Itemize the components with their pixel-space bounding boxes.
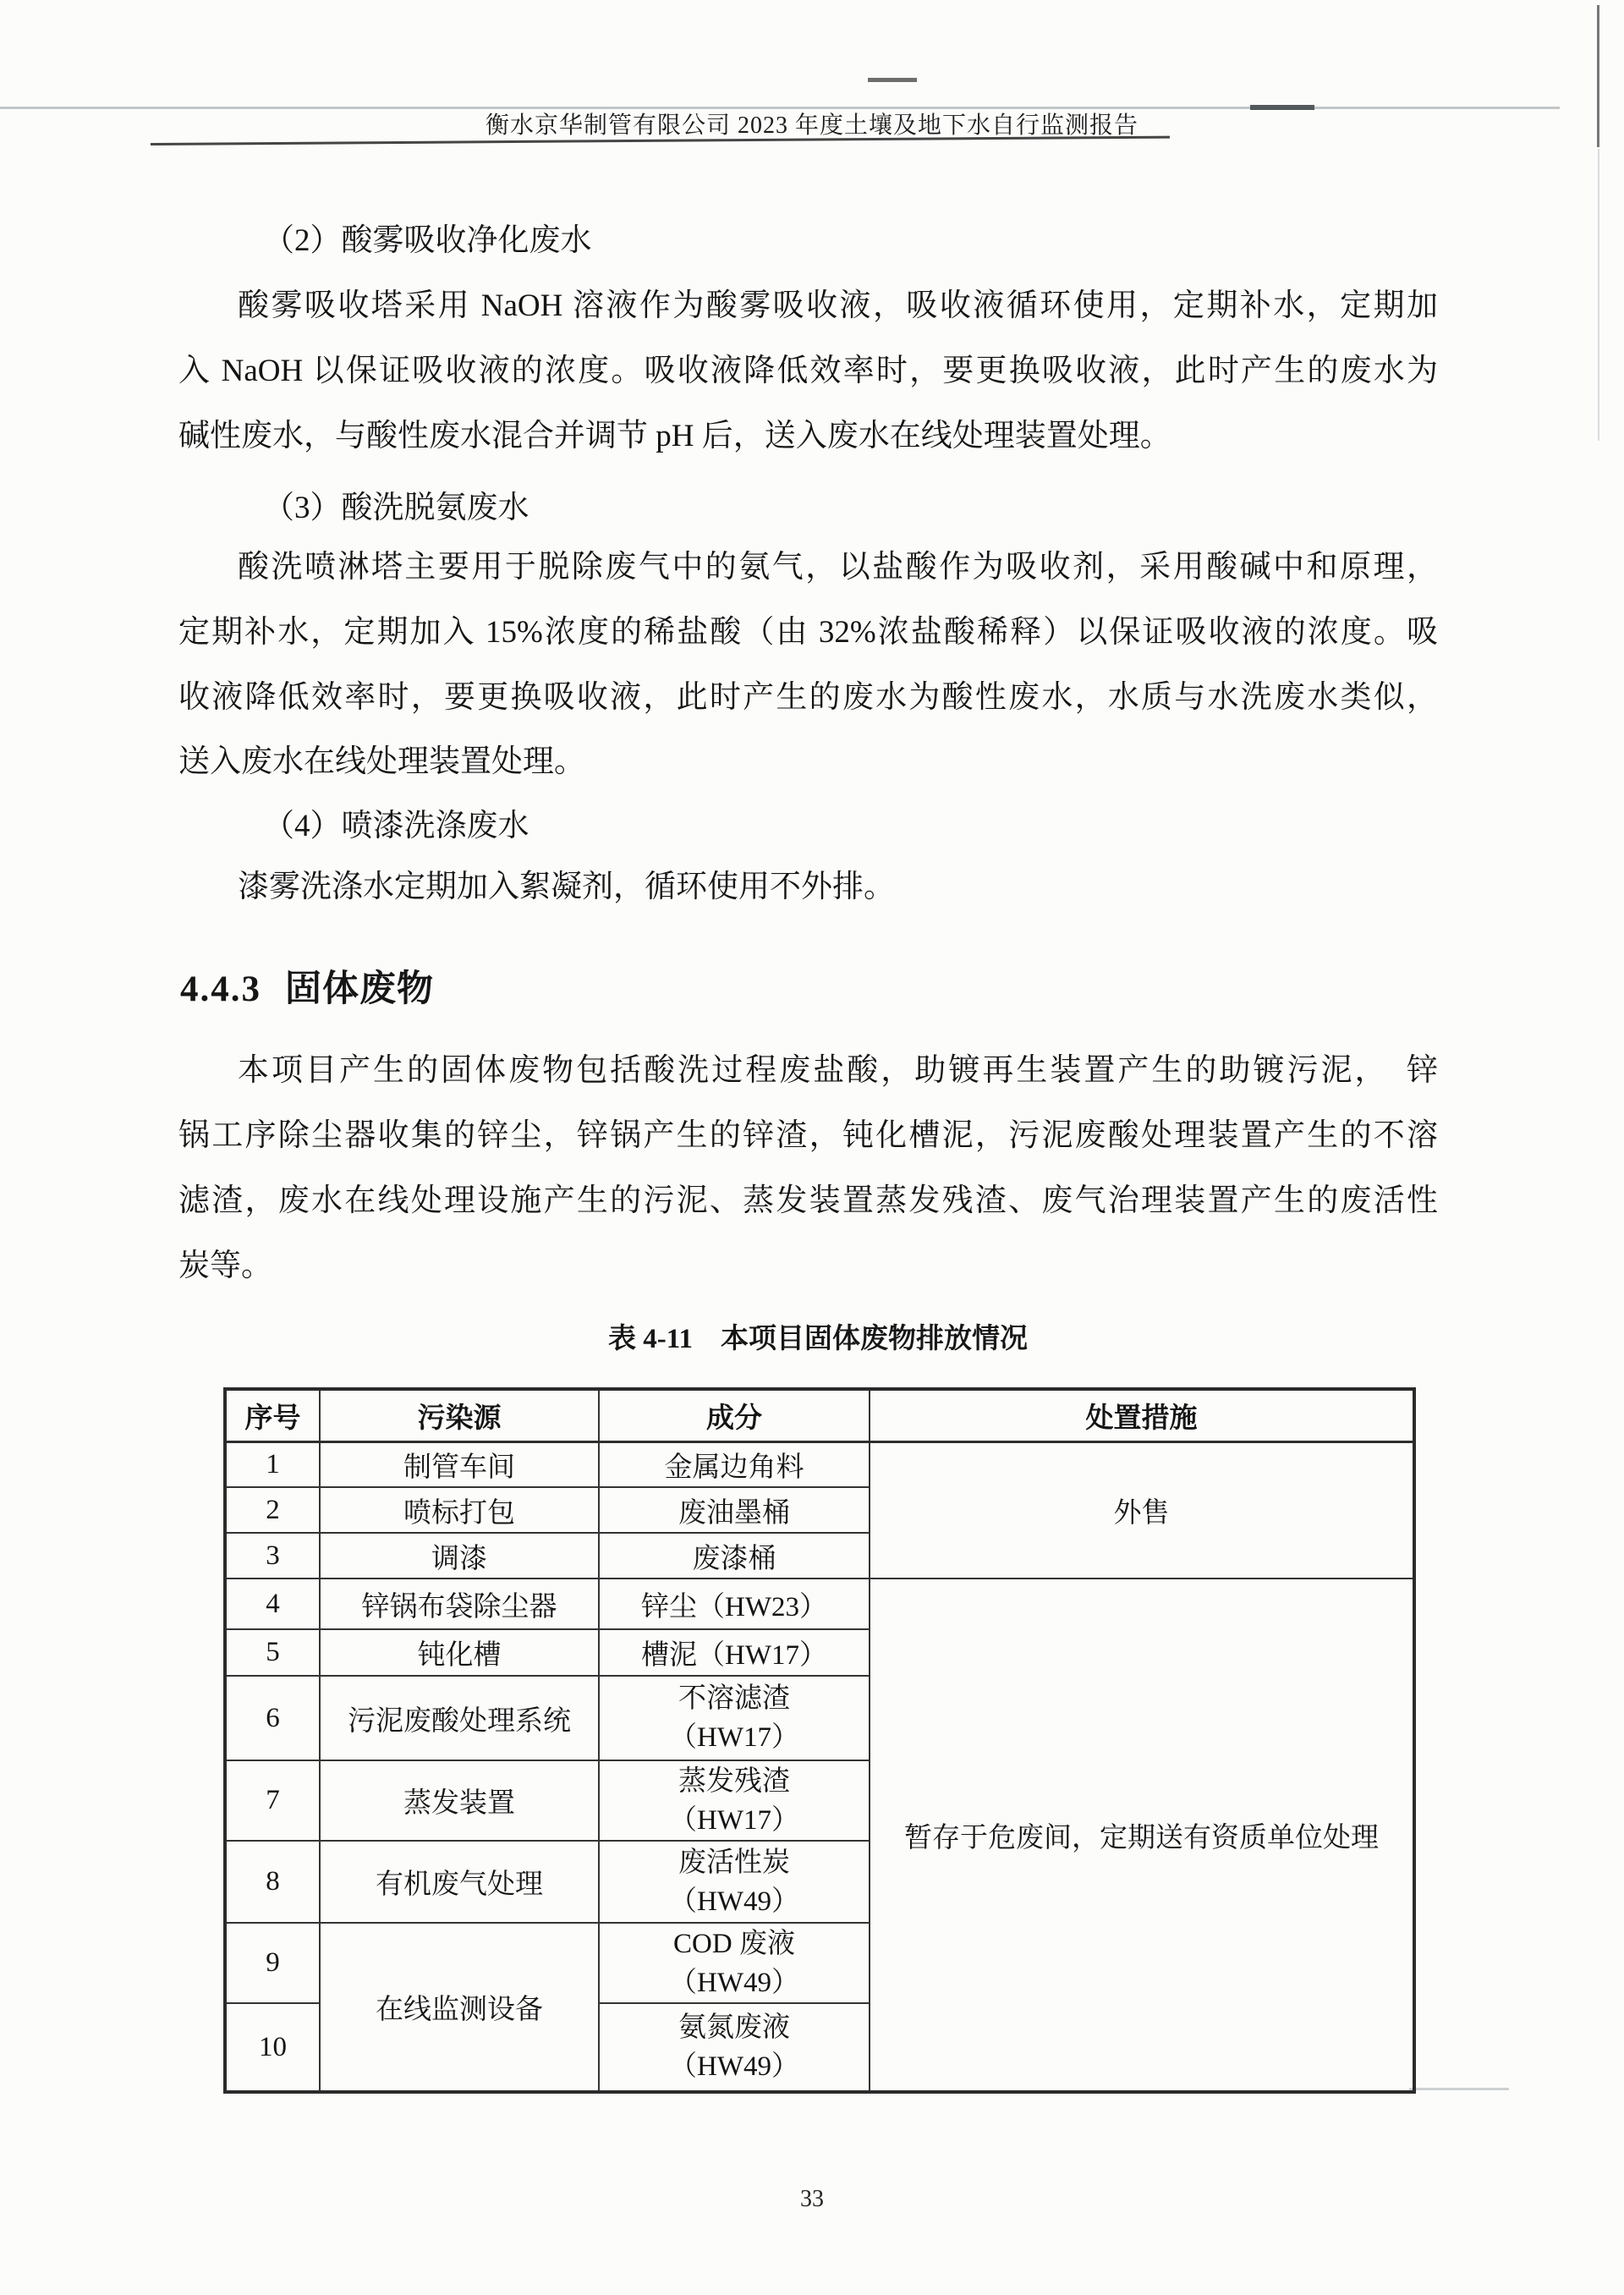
table-bottom-shadow — [1409, 2088, 1509, 2090]
stray-dash-mark — [868, 78, 917, 82]
column-header-component: 成分 — [599, 1389, 870, 1441]
row-component — [599, 2003, 870, 2092]
paragraph-heading: （3）酸洗脱氨废水 — [263, 491, 529, 525]
page-header-title: 衡水京华制管有限公司 2023 年度土壤及地下水自行监测报告 — [485, 113, 1138, 139]
row-component: 槽泥（HW17） — [599, 1629, 870, 1676]
row-source: 在线监测设备 — [320, 1923, 599, 2092]
row-no: 5 — [225, 1629, 320, 1676]
component-line: 不溶滤渣 — [678, 1683, 790, 1714]
paragraph-heading: （4）喷漆洗涤废水 — [263, 809, 529, 843]
component-line: （HW49） — [669, 2051, 799, 2082]
paragraph-line: 漆雾洗涤水定期加入絮凝剂，循环使用不外排。 — [238, 870, 895, 904]
column-header-source: 污染源 — [320, 1389, 599, 1441]
row-no: 2 — [225, 1487, 320, 1533]
paragraph-line: 本项目产生的固体废物包括酸洗过程废盐酸，助镀再生装置产生的助镀污泥， 锌 — [238, 1053, 1438, 1088]
row-no: 7 — [225, 1760, 320, 1841]
paragraph-line: 锅工序除尘器收集的锌尘，锌锅产生的锌渣，钝化槽泥，污泥废酸处理装置产生的不溶 — [178, 1118, 1438, 1153]
disposal-cell-sell: 外售 — [870, 1441, 1414, 1578]
section-heading-4-4-3 — [180, 952, 434, 1028]
paragraph-line: 碱性废水，与酸性废水混合并调节 pH 后，送入废水在线处理装置处理。 — [178, 419, 1171, 453]
row-component — [599, 1841, 870, 1923]
paragraph-line: 定期补水，定期加入 15%浓度的稀盐酸（由 32%浓盐酸稀释）以保证吸收液的浓度。吸 — [178, 615, 1438, 650]
row-source: 锌锅布袋除尘器 — [320, 1578, 599, 1629]
row-component: 锌尘（HW23） — [599, 1578, 870, 1629]
row-source: 调漆 — [320, 1533, 599, 1578]
row-no: 4 — [225, 1578, 320, 1629]
page-number: 33 — [800, 2186, 824, 2212]
row-component: 金属边角料 — [599, 1441, 870, 1487]
paragraph-line: 入 NaOH 以保证吸收液的浓度。吸收液降低效率时，要更换吸收液，此时产生的废水为 — [178, 354, 1438, 388]
top-rule — [0, 107, 1560, 109]
disposal-cell-hazardous: 暂存于危废间，定期送有资质单位处理 — [870, 1578, 1414, 2092]
paragraph-line: 收液降低效率时，要更换吸收液，此时产生的废水为酸性废水，水质与水洗废水类似， — [178, 680, 1438, 715]
row-source: 有机废气处理 — [320, 1841, 599, 1923]
row-component — [599, 1676, 870, 1760]
component-line: 氨氮废液 — [678, 2012, 790, 2043]
row-no: 10 — [225, 2003, 320, 2092]
top-rule-dark-segment — [1250, 105, 1314, 110]
row-source: 制管车间 — [320, 1441, 599, 1487]
row-no: 1 — [225, 1441, 320, 1487]
column-header-no: 序号 — [225, 1389, 320, 1441]
table-caption: 表 4-11 本项目固体废物排放情况 — [608, 1324, 1028, 1354]
section-number: 4.4.3 — [180, 969, 261, 1009]
table-header-row — [225, 1389, 1414, 1441]
row-source: 蒸发装置 — [320, 1760, 599, 1841]
row-component: 废漆桶 — [599, 1533, 870, 1578]
paragraph-line: 炭等。 — [178, 1249, 272, 1283]
row-source: 污泥废酸处理系统 — [320, 1676, 599, 1760]
component-line: （HW49） — [669, 1886, 799, 1917]
component-line: （HW17） — [669, 1722, 799, 1753]
paragraph-heading: （2）酸雾吸收净化废水 — [263, 223, 592, 258]
component-line: （HW49） — [669, 1967, 799, 1998]
column-header-disposal: 处置措施 — [870, 1389, 1414, 1441]
row-component — [599, 1760, 870, 1841]
scan-edge-line-faint — [1598, 149, 1599, 441]
row-no: 9 — [225, 1923, 320, 2003]
table-row — [225, 1578, 1414, 1629]
row-no: 8 — [225, 1841, 320, 1923]
component-line: 废活性炭 — [678, 1847, 790, 1878]
component-line: （HW17） — [669, 1804, 799, 1836]
paragraph-line: 滤渣，废水在线处理设施产生的污泥、蒸发装置蒸发残渣、废气治理装置产生的废活性 — [178, 1183, 1438, 1218]
paragraph-line: 酸洗喷淋塔主要用于脱除废气中的氨气，以盐酸作为吸收剂，采用酸碱中和原理， — [238, 550, 1438, 585]
component-line: COD 废液 — [673, 1928, 795, 1959]
solid-waste-table — [223, 1387, 1416, 2094]
paragraph-line: 酸雾吸收塔采用 NaOH 溶液作为酸雾吸收液，吸收液循环使用，定期补水，定期加 — [238, 288, 1438, 323]
component-line: 蒸发残渣 — [678, 1765, 790, 1797]
section-title: 固体废物 — [285, 969, 434, 1009]
row-no: 3 — [225, 1533, 320, 1578]
row-component: 废油墨桶 — [599, 1487, 870, 1533]
row-source: 钝化槽 — [320, 1629, 599, 1676]
row-component — [599, 1923, 870, 2003]
paragraph-line: 送入废水在线处理装置处理。 — [178, 744, 585, 779]
table-row — [225, 1441, 1414, 1487]
row-no: 6 — [225, 1676, 320, 1760]
row-source: 喷标打包 — [320, 1487, 599, 1533]
